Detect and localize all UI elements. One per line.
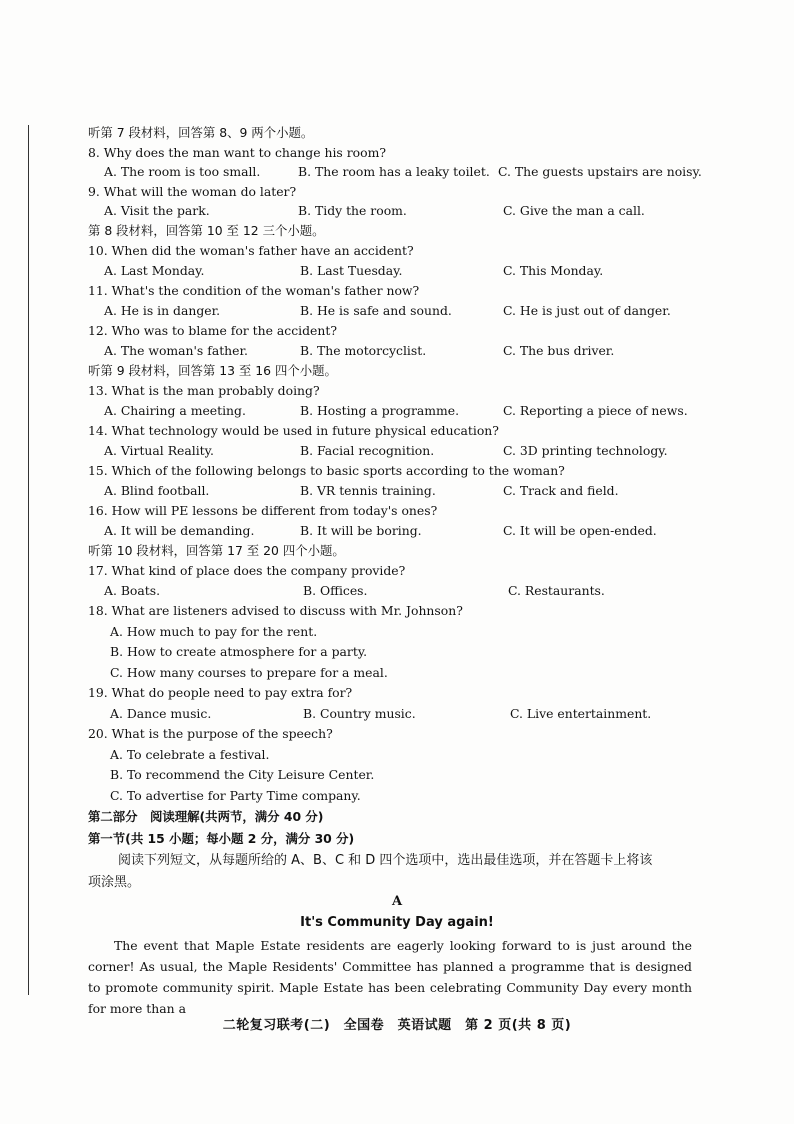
q11-option-b: B. He is safe and sound. (300, 303, 452, 318)
q20-option-b: B. To recommend the City Leisure Center. (110, 767, 375, 782)
question-13: 13. What is the man probably doing? (88, 383, 320, 398)
q13-option-b: B. Hosting a programme. (300, 403, 460, 418)
q16-option-b: B. It will be boring. (300, 523, 422, 538)
q8-option-a: A. The room is too small. (104, 164, 261, 179)
q14-option-a: A. Virtual Reality. (104, 443, 214, 458)
section-header-8: 第 8 段材料，回答第 10 至 12 三个小题。 (88, 223, 325, 238)
q18-option-a: A. How much to pay for the rent. (110, 624, 318, 639)
question-8: 8. Why does the man want to change his room? (88, 145, 386, 160)
q16-option-c: C. It will be open-ended. (503, 523, 657, 538)
passage-title: It's Community Day again! (300, 915, 494, 930)
question-15: 15. Which of the following belongs to basic sports according to the woman? (88, 463, 565, 478)
q19-option-b: B. Country music. (303, 706, 416, 721)
q10-option-b: B. Last Tuesday. (300, 263, 403, 278)
question-17: 17. What kind of place does the company provide? (88, 563, 406, 578)
question-11: 11. What's the condition of the woman's father now? (88, 283, 420, 298)
part-two-heading: 第二部分 阅读理解(共两节，满分 40 分) (88, 809, 324, 824)
q15-option-c: C. Track and field. (503, 483, 619, 498)
q10-option-a: A. Last Monday. (104, 263, 205, 278)
question-14: 14. What technology would be used in future physical education? (88, 423, 499, 438)
q13-option-c: C. Reporting a piece of news. (503, 403, 688, 418)
question-18: 18. What are listeners advised to discuss with Mr. Johnson? (88, 603, 463, 618)
reading-instructions-line2: 项涂黑。 (88, 875, 141, 890)
q19-option-a: A. Dance music. (110, 706, 212, 721)
question-20: 20. What is the purpose of the speech? (88, 726, 333, 741)
section-header-10: 听第 10 段材料，回答第 17 至 20 四个小题。 (88, 543, 345, 558)
q12-option-c: C. The bus driver. (503, 343, 615, 358)
q8-option-b: B. The room has a leaky toilet. (298, 164, 490, 179)
q16-option-a: A. It will be demanding. (104, 523, 255, 538)
reading-instructions-line1: 阅读下列短文，从每题所给的 A、B、C 和 D 四个选项中，选出最佳选项，并在答题卡上将该 (118, 853, 653, 868)
q11-option-a: A. He is in danger. (104, 303, 221, 318)
q15-option-a: A. Blind football. (104, 483, 210, 498)
question-10: 10. When did the woman's father have an accident? (88, 243, 414, 258)
q20-option-c: C. To advertise for Party Time company. (110, 788, 361, 803)
q17-option-a: A. Boats. (104, 583, 161, 598)
q8-option-c: C. The guests upstairs are noisy. (498, 164, 702, 179)
q9-option-b: B. Tidy the room. (298, 203, 407, 218)
section-one-heading: 第一节(共 15 小题；每小题 2 分，满分 30 分) (88, 831, 355, 846)
q19-option-c: C. Live entertainment. (510, 706, 652, 721)
q12-option-b: B. The motorcyclist. (300, 343, 427, 358)
q14-option-b: B. Facial recognition. (300, 443, 435, 458)
question-9: 9. What will the woman do later? (88, 184, 297, 199)
passage-letter: A (391, 894, 403, 909)
q13-option-a: A. Chairing a meeting. (104, 403, 246, 418)
q20-option-a: A. To celebrate a festival. (110, 747, 270, 762)
q9-option-a: A. Visit the park. (104, 203, 210, 218)
q15-option-b: B. VR tennis training. (300, 483, 436, 498)
section-header-9: 听第 9 段材料，回答第 13 至 16 四个小题。 (88, 363, 337, 378)
q18-option-c: C. How many courses to prepare for a meal. (110, 665, 388, 680)
q17-option-c: C. Restaurants. (508, 583, 605, 598)
q9-option-c: C. Give the man a call. (503, 203, 645, 218)
q10-option-c: C. This Monday. (503, 263, 604, 278)
passage-paragraph: The event that Maple Estate residents are eagerly looking forward to is just around the corner! As usual, the Maple Residents' Committee has planned a programme that is designed to promote community spirit. Maple Estate has been celebrating Community Day every month for more than a (88, 938, 692, 1016)
q18-option-b: B. How to create atmosphere for a party. (110, 644, 368, 659)
binding-margin-line (28, 125, 29, 995)
question-16: 16. How will PE lessons be different from today's ones? (88, 503, 438, 518)
question-19: 19. What do people need to pay extra for? (88, 685, 353, 700)
question-12: 12. Who was to blame for the accident? (88, 323, 337, 338)
q12-option-a: A. The woman's father. (104, 343, 248, 358)
page-footer: 二轮复习联考(二) 全国卷 英语试题 第 2 页(共 8 页) (222, 1018, 572, 1033)
section-header-7: 听第 7 段材料，回答第 8、9 两个小题。 (88, 125, 314, 140)
q17-option-b: B. Offices. (303, 583, 368, 598)
q14-option-c: C. 3D printing technology. (503, 443, 668, 458)
q11-option-c: C. He is just out of danger. (503, 303, 671, 318)
